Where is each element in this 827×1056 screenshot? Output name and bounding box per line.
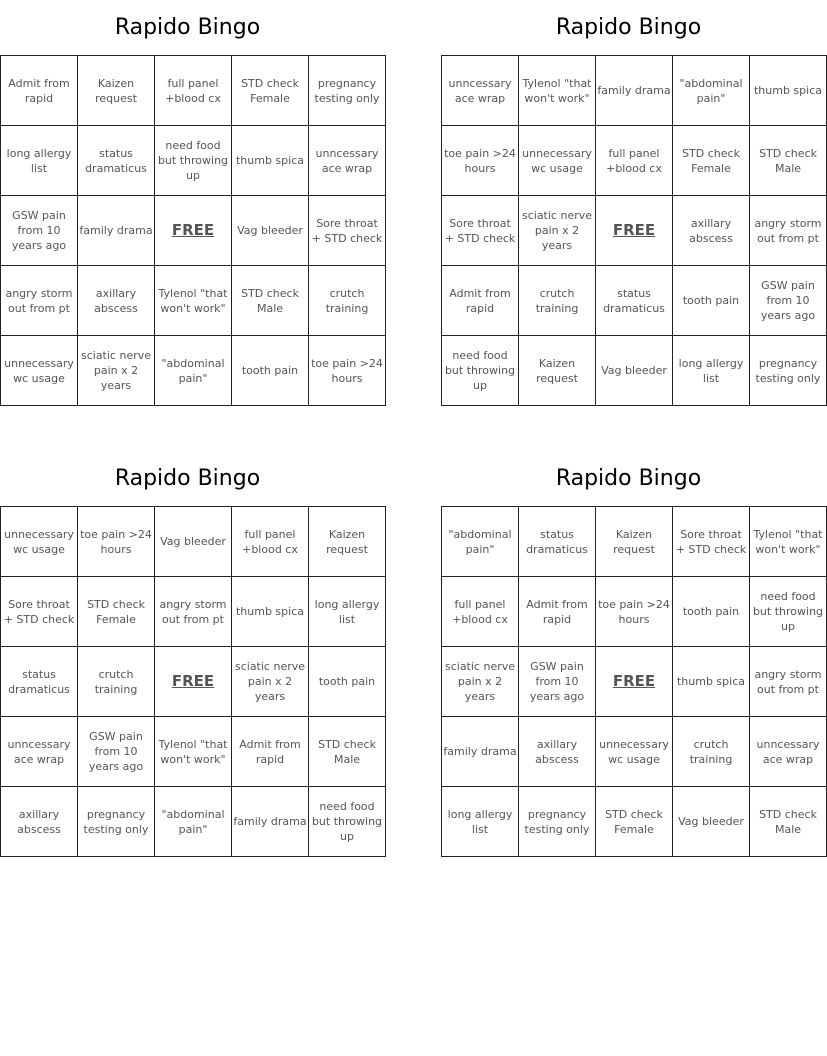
bingo-cell: Sore throat + STD check — [442, 196, 519, 266]
bingo-cell: Kaizen request — [519, 336, 596, 406]
bingo-cell: need food but throwing up — [750, 577, 827, 647]
free-space: FREE — [155, 647, 232, 717]
bingo-cell: thumb spica — [232, 577, 309, 647]
bingo-cell: crutch training — [519, 266, 596, 336]
bingo-cell: unncessary ace wrap — [309, 126, 386, 196]
bingo-cell: status dramaticus — [1, 647, 78, 717]
bingo-cell: Sore throat + STD check — [673, 507, 750, 577]
bingo-cell: GSW pain from 10 years ago — [78, 717, 155, 787]
grid-row — [1, 787, 386, 857]
bingo-cell: STD check Female — [673, 126, 750, 196]
bingo-cell: full panel +blood cx — [596, 126, 673, 196]
bingo-cell: need food but throwing up — [155, 126, 232, 196]
grid-row — [442, 647, 827, 717]
bingo-cell: unnecessary wc usage — [1, 507, 78, 577]
bingo-cell: full panel +blood cx — [442, 577, 519, 647]
card-title: Rapido Bingo — [114, 466, 261, 491]
bingo-cell: tooth pain — [673, 266, 750, 336]
bingo-cell: Admit from rapid — [442, 266, 519, 336]
bingo-cell: family drama — [442, 717, 519, 787]
bingo-cell: STD check Male — [232, 266, 309, 336]
bingo-cell: Kaizen request — [78, 56, 155, 126]
grid-row — [1, 577, 386, 647]
bingo-cell: GSW pain from 10 years ago — [519, 647, 596, 717]
grid-row — [442, 787, 827, 857]
bingo-card-1 — [0, 0, 383, 406]
bingo-cell: tooth pain — [673, 577, 750, 647]
grid-row — [1, 196, 386, 266]
bingo-cell: Admit from rapid — [519, 577, 596, 647]
bingo-cell: Vag bleeder — [596, 336, 673, 406]
bingo-cell: Vag bleeder — [232, 196, 309, 266]
bingo-cell: sciatic nerve pain x 2 years — [519, 196, 596, 266]
bingo-cell: family drama — [596, 56, 673, 126]
bingo-cell: thumb spica — [673, 647, 750, 717]
bingo-cell: status dramaticus — [519, 507, 596, 577]
bingo-cell: Kaizen request — [309, 507, 386, 577]
bingo-cell: thumb spica — [232, 126, 309, 196]
bingo-cell: tooth pain — [309, 647, 386, 717]
bingo-cell: pregnancy testing only — [309, 56, 386, 126]
bingo-cell: unncessary ace wrap — [1, 717, 78, 787]
bingo-card-2 — [441, 0, 822, 406]
bingo-grid — [0, 506, 386, 857]
bingo-cell: pregnancy testing only — [750, 336, 827, 406]
bingo-cell: long allergy list — [442, 787, 519, 857]
free-space: FREE — [596, 196, 673, 266]
bingo-cell: angry storm out from pt — [155, 577, 232, 647]
grid-row — [442, 507, 827, 577]
bingo-cell: STD check Female — [78, 577, 155, 647]
grid-row — [442, 266, 827, 336]
bingo-cell: crutch training — [309, 266, 386, 336]
bingo-cell: toe pain >24 hours — [78, 507, 155, 577]
bingo-cell: sciatic nerve pain x 2 years — [232, 647, 309, 717]
bingo-cell: "abdominal pain" — [442, 507, 519, 577]
bingo-card-3 — [0, 451, 383, 857]
grid-row — [1, 647, 386, 717]
grid-row — [442, 577, 827, 647]
bingo-cell: toe pain >24 hours — [309, 336, 386, 406]
bingo-grid — [441, 55, 827, 406]
grid-row — [442, 336, 827, 406]
grid-row — [1, 56, 386, 126]
card-title: Rapido Bingo — [114, 15, 261, 40]
bingo-cell: Admit from rapid — [232, 717, 309, 787]
bingo-cell: full panel +blood cx — [155, 56, 232, 126]
grid-row — [1, 717, 386, 787]
bingo-cell: crutch training — [673, 717, 750, 787]
bingo-cell: crutch training — [78, 647, 155, 717]
bingo-cell: pregnancy testing only — [519, 787, 596, 857]
bingo-cell: STD check Male — [750, 126, 827, 196]
bingo-cell: axillary abscess — [78, 266, 155, 336]
bingo-cell: Tylenol "that won't work" — [155, 266, 232, 336]
grid-row — [442, 196, 827, 266]
bingo-cell: Sore throat + STD check — [1, 577, 78, 647]
bingo-cell: thumb spica — [750, 56, 827, 126]
grid-row — [1, 266, 386, 336]
bingo-cell: Vag bleeder — [155, 507, 232, 577]
bingo-cell: unncessary ace wrap — [750, 717, 827, 787]
bingo-cell: long allergy list — [309, 577, 386, 647]
bingo-cell: family drama — [232, 787, 309, 857]
bingo-cell: full panel +blood cx — [232, 507, 309, 577]
bingo-cell: Admit from rapid — [1, 56, 78, 126]
bingo-cell: long allergy list — [673, 336, 750, 406]
bingo-grid — [441, 506, 827, 857]
bingo-cell: status dramaticus — [596, 266, 673, 336]
bingo-cell: STD check Male — [750, 787, 827, 857]
bingo-cell: sciatic nerve pain x 2 years — [442, 647, 519, 717]
bingo-grid — [0, 55, 386, 406]
bingo-cell: family drama — [78, 196, 155, 266]
bingo-cell: Vag bleeder — [673, 787, 750, 857]
grid-row — [442, 126, 827, 196]
bingo-cell: unnecessary wc usage — [1, 336, 78, 406]
bingo-cell: Tylenol "that won't work" — [519, 56, 596, 126]
bingo-cell: Sore throat + STD check — [309, 196, 386, 266]
bingo-cell: STD check Female — [596, 787, 673, 857]
bingo-cell: status dramaticus — [78, 126, 155, 196]
card-title: Rapido Bingo — [555, 15, 702, 40]
bingo-cell: axillary abscess — [1, 787, 78, 857]
bingo-cell: toe pain >24 hours — [596, 577, 673, 647]
grid-row — [1, 126, 386, 196]
free-space: FREE — [155, 196, 232, 266]
bingo-cell: unnecessary wc usage — [596, 717, 673, 787]
bingo-cell: STD check Male — [309, 717, 386, 787]
bingo-cell: "abdominal pain" — [155, 336, 232, 406]
free-space: FREE — [596, 647, 673, 717]
bingo-cell: Tylenol "that won't work" — [750, 507, 827, 577]
bingo-cell: tooth pain — [232, 336, 309, 406]
grid-row — [442, 717, 827, 787]
bingo-card-4 — [441, 451, 824, 857]
bingo-cell: long allergy list — [1, 126, 78, 196]
grid-row — [1, 507, 386, 577]
bingo-cell: need food but throwing up — [309, 787, 386, 857]
bingo-cell: Tylenol "that won't work" — [155, 717, 232, 787]
bingo-cell: angry storm out from pt — [1, 266, 78, 336]
bingo-cell: "abdominal pain" — [673, 56, 750, 126]
grid-row — [442, 56, 827, 126]
bingo-cell: GSW pain from 10 years ago — [1, 196, 78, 266]
bingo-cell: toe pain >24 hours — [442, 126, 519, 196]
bingo-cell: STD check Female — [232, 56, 309, 126]
grid-row — [1, 336, 386, 406]
card-title: Rapido Bingo — [555, 466, 702, 491]
bingo-cell: Kaizen request — [596, 507, 673, 577]
bingo-cell: GSW pain from 10 years ago — [750, 266, 827, 336]
bingo-cell: sciatic nerve pain x 2 years — [78, 336, 155, 406]
bingo-cell: angry storm out from pt — [750, 196, 827, 266]
bingo-cell: unnecessary wc usage — [519, 126, 596, 196]
bingo-cell: need food but throwing up — [442, 336, 519, 406]
bingo-cell: pregnancy testing only — [78, 787, 155, 857]
bingo-cell: axillary abscess — [519, 717, 596, 787]
bingo-cell: axillary abscess — [673, 196, 750, 266]
bingo-cell: "abdominal pain" — [155, 787, 232, 857]
bingo-cell: unncessary ace wrap — [442, 56, 519, 126]
bingo-cell: angry storm out from pt — [750, 647, 827, 717]
